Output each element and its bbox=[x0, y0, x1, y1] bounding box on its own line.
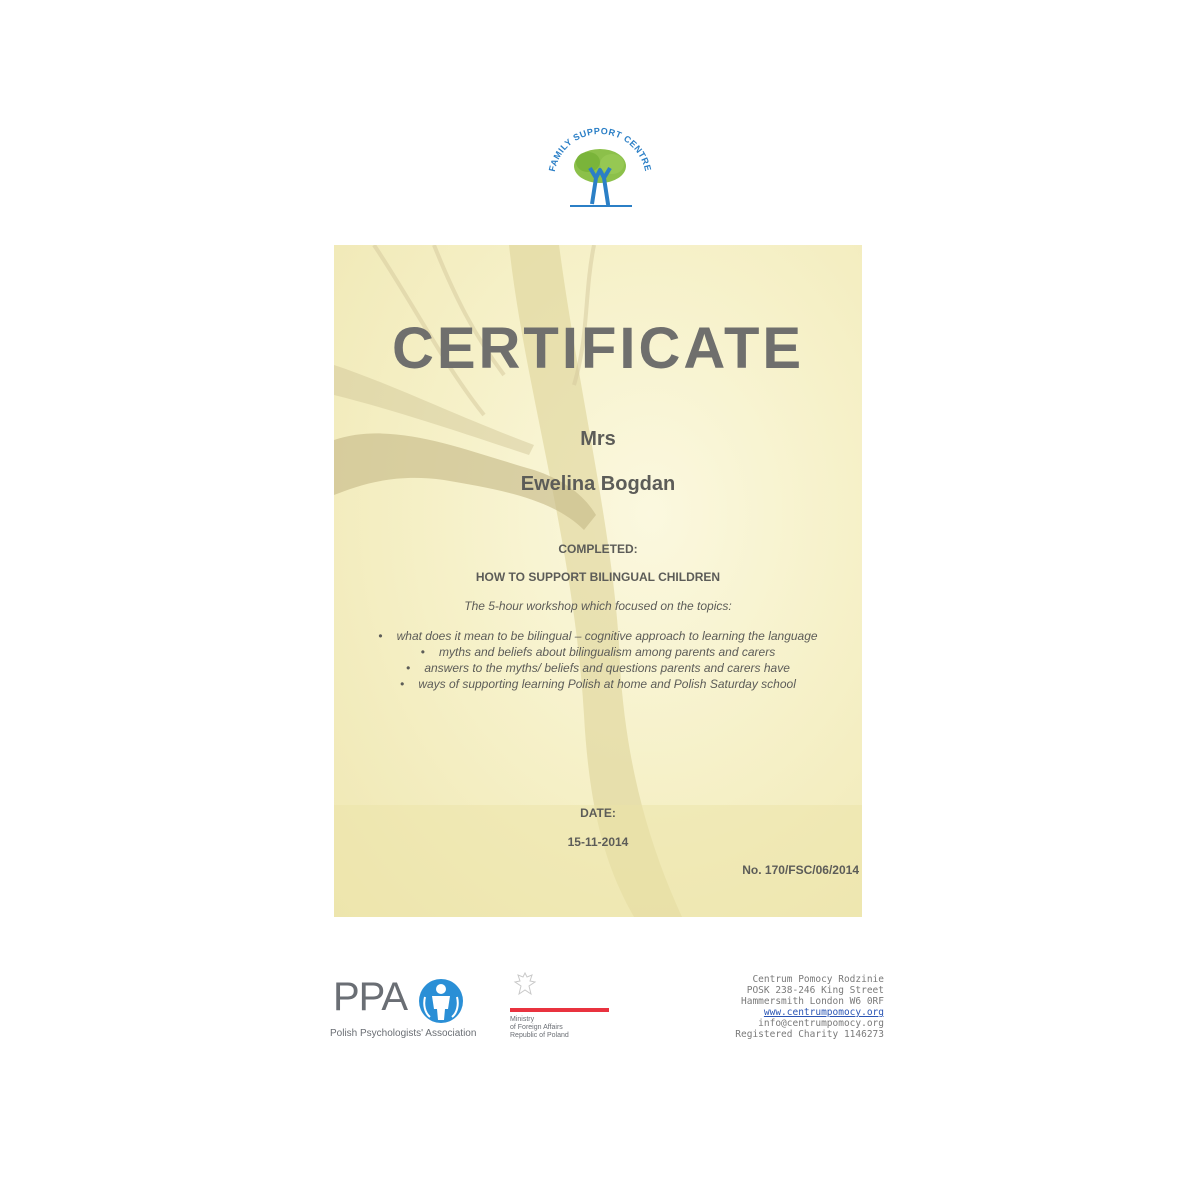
ministry-accent-bar bbox=[510, 1008, 609, 1012]
city-address: Hammersmith London W6 0RF bbox=[741, 996, 884, 1007]
ministry-line: Republic of Poland bbox=[510, 1032, 569, 1039]
topics-list bbox=[334, 628, 862, 692]
ministry-line: of Foreign Affairs bbox=[510, 1024, 563, 1031]
street-address: POSK 238-246 King Street bbox=[746, 985, 884, 996]
ministry-logo bbox=[510, 970, 620, 1045]
email-address[interactable]: info@centrumpomocy.org bbox=[758, 1018, 884, 1029]
recipient-name: Ewelina Bogdan bbox=[520, 473, 676, 495]
ministry-text bbox=[510, 1016, 569, 1040]
certificate-title: CERTIFICATE bbox=[391, 316, 805, 381]
topic-item: • what does it mean to be bilingual – cognitive approach to learning the language bbox=[334, 628, 862, 644]
recipient-honorific: Mrs bbox=[580, 428, 616, 450]
ppa-caption: Polish Psychologists' Association bbox=[330, 1028, 477, 1039]
tree-icon bbox=[570, 149, 632, 206]
ppa-letters: PPA bbox=[333, 975, 408, 1019]
eagle-icon bbox=[512, 970, 538, 1000]
ministry-line: Ministry bbox=[510, 1016, 535, 1023]
ppa-logo bbox=[330, 975, 513, 1045]
topic-item: • ways of supporting learning Polish at home and Polish Saturday school bbox=[334, 676, 862, 692]
topic-item: • answers to the myths/ beliefs and questions parents and carers have bbox=[334, 660, 862, 676]
org-name: Centrum Pomocy Rodzinie bbox=[752, 974, 884, 985]
workshop-intro: The 5-hour workshop which focused on the topics: bbox=[464, 599, 732, 613]
topic-item: • myths and beliefs about bilingualism among parents and carers bbox=[334, 644, 862, 660]
course-title: HOW TO SUPPORT BILINGUAL CHILDREN bbox=[475, 570, 721, 584]
logo-arc-text: FAMILY SUPPORT CENTRE bbox=[546, 125, 654, 173]
date-label: DATE: bbox=[580, 806, 616, 820]
person-icon bbox=[415, 977, 467, 1025]
family-support-centre-logo bbox=[540, 118, 660, 213]
date-value: 15-11-2014 bbox=[567, 835, 629, 849]
contact-address bbox=[735, 974, 884, 1040]
certificate-number: No. 170/FSC/06/2014 bbox=[742, 863, 859, 877]
certificate-panel bbox=[334, 245, 862, 917]
website-link[interactable]: www.centrumpomocy.org bbox=[763, 1007, 884, 1018]
completed-label: COMPLETED: bbox=[558, 542, 638, 556]
charity-number: Registered Charity 1146273 bbox=[735, 1029, 884, 1040]
